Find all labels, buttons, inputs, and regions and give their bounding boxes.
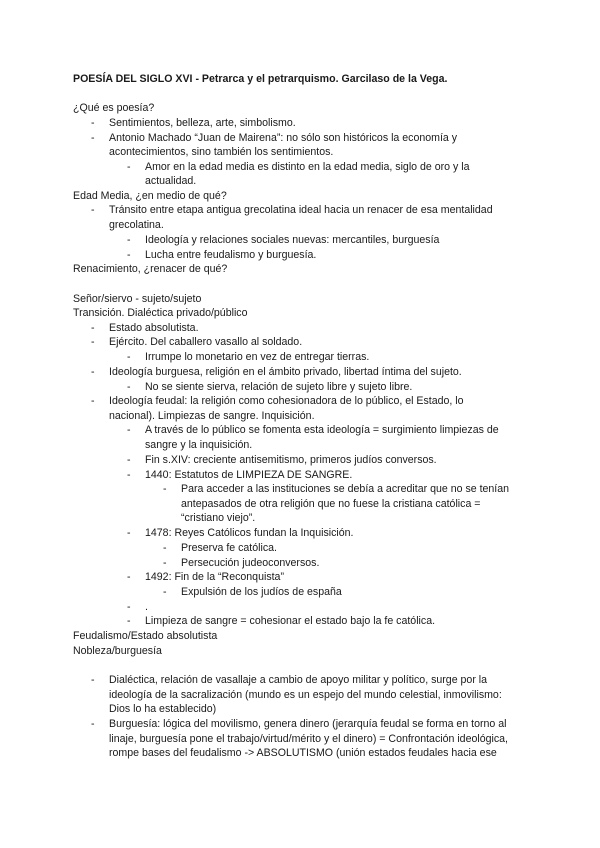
list-item: Antonio Machado “Juan de Mairena”: no sólo son históricos la economía y [109, 132, 458, 144]
heading: Señor/siervo - sujeto/sujeto [73, 293, 202, 305]
dash: - [91, 336, 95, 348]
dash: - [127, 615, 131, 627]
dash: - [163, 542, 167, 554]
list-item: Ideología feudal: la religión como cohesionadora de lo público, el Estado, lo [109, 395, 464, 407]
dash: - [91, 366, 95, 378]
list-item: Amor en la edad media es distinto en la edad media, siglo de oro y la [145, 161, 470, 173]
list-item: Lucha entre feudalismo y burguesía. [145, 249, 317, 261]
list-item: Limpieza de sangre = cohesionar el estado bajo la fe católica. [145, 615, 436, 627]
page-title: POESÍA DEL SIGLO XVI - Petrarca y el petrarquismo. Garcilaso de la Vega. [73, 73, 448, 85]
dash: - [127, 601, 131, 613]
dash: - [91, 204, 95, 216]
dash: - [163, 483, 167, 495]
heading: Feudalismo/Estado absolutista [73, 630, 218, 642]
list-item: 1440: Estatutos de LIMPIEZA DE SANGRE. [145, 469, 353, 481]
list-item: A través de lo público se fomenta esta ideología = surgimiento limpiezas de [145, 424, 499, 436]
dash: - [127, 249, 131, 261]
list-item-continuation: ideología de la sacralización (mundo es un espejo del mundo celestial, inmovilismo: [109, 689, 502, 701]
dash: - [91, 132, 95, 144]
heading: Nobleza/burguesía [73, 645, 162, 657]
list-item: 1478: Reyes Católicos fundan la Inquisición. [145, 527, 354, 539]
list-item-continuation: grecolatina. [109, 219, 164, 231]
dash: - [127, 424, 131, 436]
heading: Transición. Dialéctica privado/público [73, 307, 248, 319]
list-item: Para acceder a las instituciones se debía a acreditar que no se tenían [181, 483, 510, 495]
list-item-continuation: acontecimientos, sino también los sentimientos. [109, 146, 334, 158]
heading: ¿Qué es poesía? [73, 102, 155, 114]
dash: - [91, 322, 95, 334]
dash: - [127, 351, 131, 363]
list-item: 1492: Fin de la “Reconquista” [145, 571, 284, 583]
list-item: Ejército. Del caballero vasallo al soldado. [109, 336, 303, 348]
list-item: Burguesía: lógica del movilismo, genera dinero (jerarquía feudal se forma en torno al [109, 718, 507, 730]
dash: - [127, 381, 131, 393]
list-item-continuation: Dios lo ha establecido) [109, 703, 217, 715]
dash: - [91, 395, 95, 407]
dash: - [127, 161, 131, 173]
dash: - [127, 469, 131, 481]
list-item: Persecución judeoconversos. [181, 557, 320, 569]
list-item-continuation: actualidad. [145, 175, 197, 187]
dash: - [127, 571, 131, 583]
list-item-continuation: antepasados de otra religión que no fuese la cristiana católica = [181, 498, 481, 510]
dash: - [163, 586, 167, 598]
list-item: No se siente sierva, relación de sujeto libre y sujeto libre. [145, 381, 413, 393]
dash: - [127, 234, 131, 246]
list-item: Irrumpe lo monetario en vez de entregar tierras. [145, 351, 370, 363]
dash: - [91, 718, 95, 730]
list-item: . [145, 601, 148, 613]
list-item: Estado absolutista. [109, 322, 199, 334]
list-item: Dialéctica, relación de vasallaje a cambio de apoyo militar y político, surge por la [109, 674, 488, 686]
list-item-continuation: rompe bases del feudalismo -> ABSOLUTISMO (unión estados feudales hacia ese [109, 747, 497, 759]
dash: - [91, 117, 95, 129]
list-item: Expulsión de los judíos de españa [181, 586, 342, 598]
heading: Edad Media, ¿en medio de qué? [73, 190, 227, 202]
list-item-continuation: “cristiano viejo”. [181, 512, 256, 524]
dash: - [91, 674, 95, 686]
list-item-continuation: sangre y la inquisición. [145, 439, 253, 451]
list-item: Ideología y relaciones sociales nuevas: mercantiles, burguesía [145, 234, 440, 246]
dash: - [127, 454, 131, 466]
dash: - [163, 557, 167, 569]
heading: Renacimiento, ¿renacer de qué? [73, 263, 228, 275]
list-item: Fin s.XIV: creciente antisemitismo, primeros judíos conversos. [145, 454, 437, 466]
list-item: Preserva fe católica. [181, 542, 277, 554]
list-item: Ideología burguesa, religión en el ámbito privado, libertad íntima del sujeto. [109, 366, 462, 378]
dash: - [127, 527, 131, 539]
list-item-continuation: nacional). Limpiezas de sangre. Inquisición. [109, 410, 315, 422]
list-item: Sentimientos, belleza, arte, simbolismo. [109, 117, 296, 129]
list-item: Tránsito entre etapa antigua grecolatina ideal hacia un renacer de esa mentalidad [109, 204, 493, 216]
list-item-continuation: linaje, burguesía pone el trabajo/virtud/mérito y el dinero) = Confrontación ideológica, [109, 733, 508, 745]
